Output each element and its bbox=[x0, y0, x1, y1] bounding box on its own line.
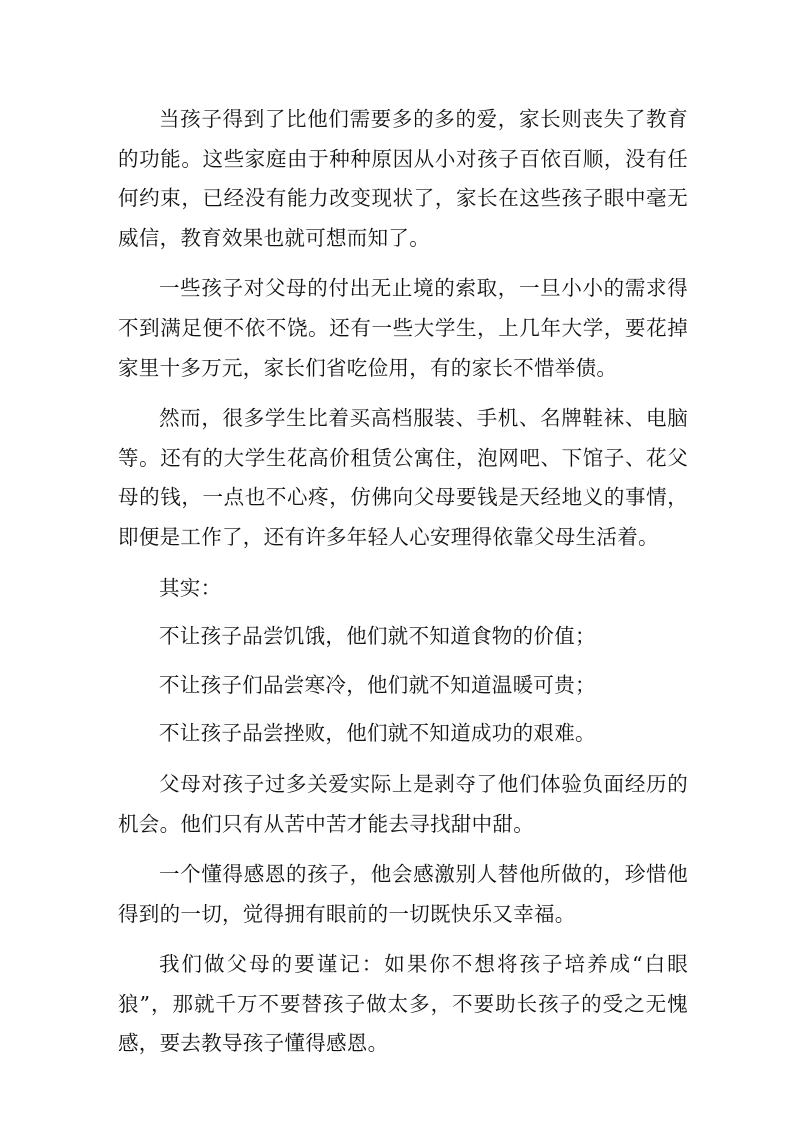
paragraph-2: 一些孩子对父母的付出无止境的索取，一旦小小的需求得不到满足便不依不饶。还有一些大学生，上几年大学，要花掉家里十多万元，家长们省吃俭用，有的家长不惜举债。 bbox=[118, 276, 688, 380]
paragraph-7: 不让孩子品尝挫败，他们就不知道成功的艰难。 bbox=[159, 721, 596, 746]
paragraph-10: 我们做父母的要谨记：如果你不想将孩子培养成“白眼狼”，那就千万不要替孩子做太多，不要助长孩子的受之无愧感，要去教导孩子懂得感恩。 bbox=[118, 952, 688, 1056]
paragraph-8: 父母对孩子过多关爱实际上是剥夺了他们体验负面经历的机会。他们只有从苦中苦才能去寻找甜中甜。 bbox=[118, 771, 688, 836]
paragraph-5: 不让孩子品尝饥饿，他们就不知道食物的价值； bbox=[159, 624, 596, 649]
paragraph-1: 当孩子得到了比他们需要多的多的爱，家长则丧失了教育的功能。这些家庭由于种种原因从小对孩子百依百顺，没有任何约束，已经没有能力改变现状了，家长在这些孩子眼中毫无威信，教育效果也就可想而知了。 bbox=[118, 107, 688, 250]
paragraph-3: 然而，很多学生比着买高档服装、手机、名牌鞋袜、电脑等。还有的大学生花高价租赁公寓住，泡网吧、下馆子、花父母的钱，一点也不心疼，仿佛向父母要钱是天经地义的事情，即便是工作了，还有许多年轻人心安理得依靠父母生活着。 bbox=[118, 406, 688, 549]
paragraph-9: 一个懂得感恩的孩子，他会感激别人替他所做的，珍惜他得到的一切，觉得拥有眼前的一切既快乐又幸福。 bbox=[118, 862, 688, 926]
document-body bbox=[118, 100, 688, 1075]
paragraph-6: 不让孩子们品尝寒冷，他们就不知道温暖可贵； bbox=[159, 672, 596, 697]
paragraph-4: 其实： bbox=[159, 575, 222, 600]
